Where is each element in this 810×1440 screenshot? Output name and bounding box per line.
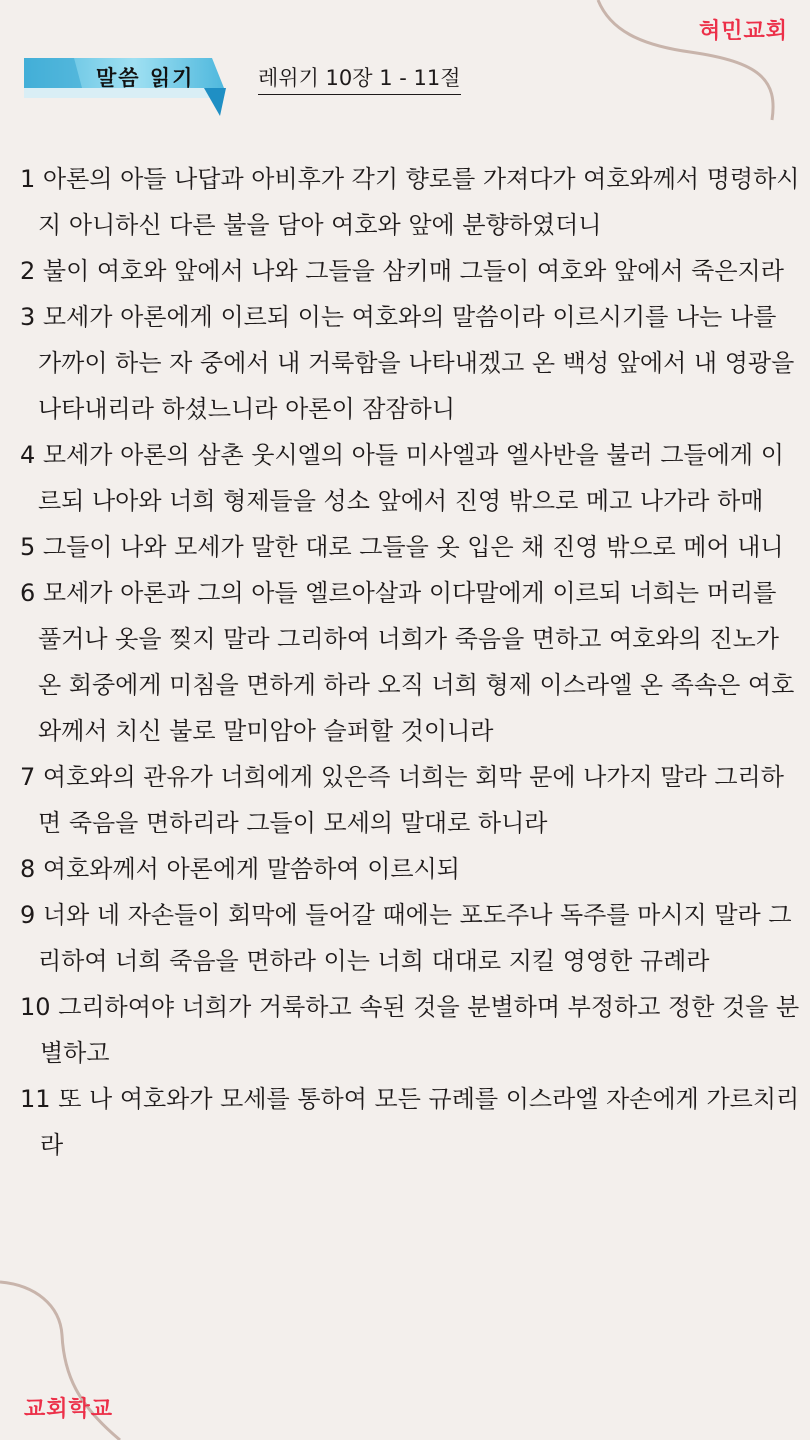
verse-text: 그들이 나와 모세가 말한 대로 그들을 옷 입은 채 진영 밖으로 메어 내니 <box>42 533 784 561</box>
verse-text: 너와 네 자손들이 회막에 들어갈 때에는 포도주나 독주를 마시지 말라 그리하여 너희 죽음을 면하라 이는 너희 대대로 지킬 영영한 규례라 <box>38 901 792 975</box>
verse-10 <box>20 984 806 1076</box>
verse-2 <box>20 248 806 294</box>
church-logo-top: 혀민교회 <box>698 19 788 44</box>
verse-text: 여호와의 관유가 너희에게 있은즉 너희는 회막 문에 나가지 말라 그리하면 죽음을 면하리라 그들이 모세의 말대로 하니라 <box>38 763 784 837</box>
verse-text: 모세가 아론에게 이르되 이는 여호와의 말씀이라 이르시기를 나는 나를 가까이 하는 자 중에서 내 거룩함을 나타내겠고 온 백성 앞에서 내 영광을 나타내리라 하셨느니라 아론이 잠잠하니 <box>38 303 802 423</box>
verse-text: 모세가 아론의 삼촌 웃시엘의 아들 미사엘과 엘사반을 불러 그들에게 이르되 나아와 너희 형제들을 성소 앞에서 진영 밖으로 메고 나가라 하매 <box>38 441 784 515</box>
verse-1 <box>20 156 806 248</box>
verse-9 <box>20 892 806 984</box>
verse-text: 아론의 아들 나답과 아비후가 각기 향로를 가져다가 여호와께서 명령하시지 아니하신 다른 불을 담아 여호와 앞에 분향하였더니 <box>38 165 800 239</box>
verse-number: 4 <box>20 441 36 469</box>
verse-6 <box>20 570 806 754</box>
verse-number: 11 <box>20 1085 51 1113</box>
church-school-logo: 교회학교 <box>24 1397 114 1422</box>
scripture-reference: 레위기 10장 1 - 11절 <box>258 62 461 95</box>
verse-number: 2 <box>20 257 36 285</box>
banner-label: 말씀 읽기 <box>96 66 195 90</box>
verse-text: 여호와께서 아론에게 말씀하여 이르시되 <box>42 855 460 883</box>
verse-8 <box>20 846 806 892</box>
verse-5 <box>20 524 806 570</box>
verse-7 <box>20 754 806 846</box>
verse-number: 7 <box>20 763 36 791</box>
verse-number: 8 <box>20 855 36 883</box>
verse-3 <box>20 294 806 432</box>
verse-number: 9 <box>20 901 36 929</box>
verse-number: 3 <box>20 303 36 331</box>
verse-4 <box>20 432 806 524</box>
verse-text: 또 나 여호와가 모세를 통하여 모든 규례를 이스라엘 자손에게 가르치리라 <box>40 1085 800 1159</box>
verse-number: 5 <box>20 533 36 561</box>
verse-number: 10 <box>20 993 51 1021</box>
verse-text: 그리하여야 너희가 거룩하고 속된 것을 분별하며 부정하고 정한 것을 분별하고 <box>40 993 800 1067</box>
verse-11 <box>20 1076 806 1168</box>
verse-number: 1 <box>20 165 36 193</box>
verse-list <box>20 156 806 1168</box>
verse-text: 불이 여호와 앞에서 나와 그들을 삼키매 그들이 여호와 앞에서 죽은지라 <box>42 257 784 285</box>
section-banner <box>24 58 230 118</box>
verse-number: 6 <box>20 579 36 607</box>
verse-text: 모세가 아론과 그의 아들 엘르아살과 이다말에게 이르되 너희는 머리를 풀거나 옷을 찢지 말라 그리하여 너희가 죽음을 면하고 여호와의 진노가 온 회중에게 미침을 면하게 하라 오직 너희 형제 이스라엘 온 족속은 여호와께서 치신 불로 말미암아 슬퍼할 것이니라 <box>38 579 795 745</box>
